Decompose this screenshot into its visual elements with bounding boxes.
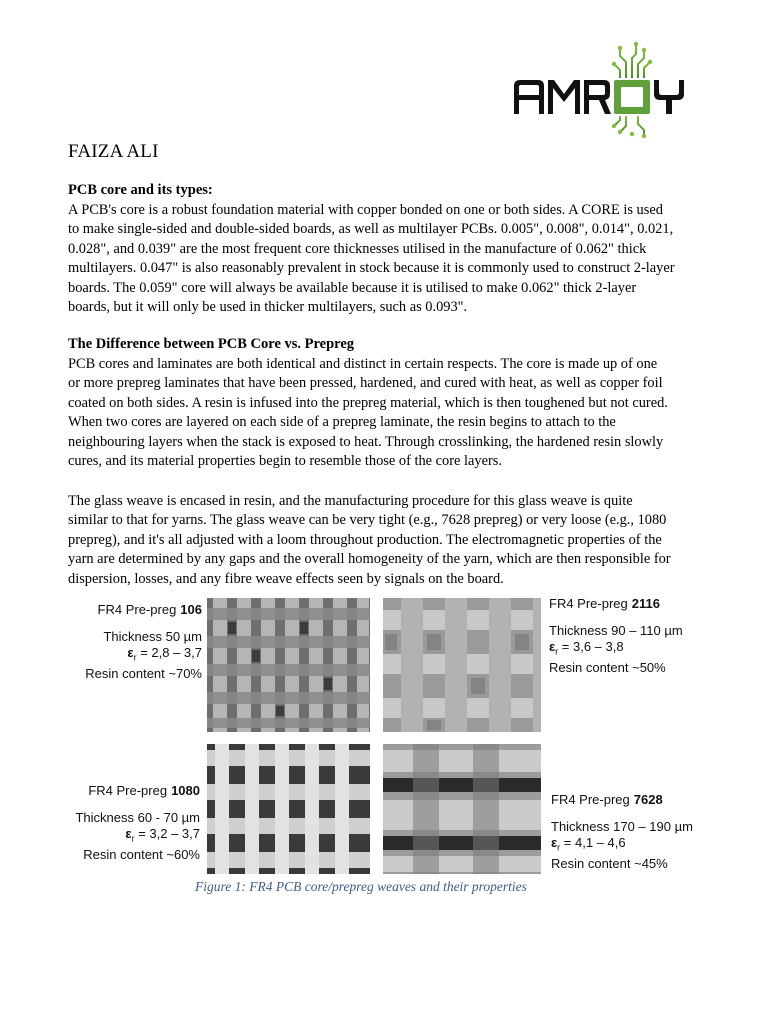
logo-text: AMROY — [508, 40, 512, 41]
text-line: multilayers. 0.047" is also reasonably prevalent in stock because it is commonly used to construct 2-layer — [68, 260, 675, 277]
panel-label-2116 — [549, 596, 719, 677]
section-heading-core: PCB core and its types: — [68, 182, 213, 198]
permittivity-text: $\varepsilon_r = 2,8 - 3,7$ — [127, 645, 202, 663]
author-name: FAIZA ALI — [68, 141, 159, 162]
thickness-text: Thickness 170 – 190 µm — [551, 818, 693, 834]
text-line: dispersion, losses, and any fibre weave effects seen by signals on the board. — [68, 570, 504, 587]
text-line: prepreg), and it's all adjusted with a loom throughout production. The electromagnetic properties of the — [68, 531, 662, 548]
text-line: yarn are determined by any gaps and the overall homogeneity of the yarn, which are then responsible for — [68, 551, 671, 568]
thickness-text: Thickness 50 µm — [103, 628, 202, 644]
text-line: neighbouring layers when the stack is exposed to heat. Through crosslinking, the hardened resin slowly — [68, 433, 664, 450]
paragraph-difference — [68, 355, 708, 471]
resin-content-text: Resin content ~50% — [549, 660, 666, 676]
panel-title: FR4 Pre-preg 2116 — [549, 596, 660, 611]
panel-title: FR4 Pre-preg 106 — [97, 602, 202, 617]
amroy-logo — [508, 40, 708, 140]
text-line: boards. The 0.059" core will always be available because it is utilised to make 0.062" thick 2-layer — [68, 279, 637, 296]
weave-image-1080 — [207, 744, 370, 874]
logo-letters — [514, 80, 684, 114]
weave-image-2116 — [383, 598, 541, 732]
panel-title: FR4 Pre-preg 1080 — [88, 783, 200, 798]
permittivity-text: $\varepsilon_r = 3,2 - 3,7$ — [125, 826, 200, 844]
section-heading-difference: The Difference between PCB Core vs. Prepreg — [68, 336, 355, 352]
resin-content-text: Resin content ~60% — [83, 847, 200, 863]
thickness-text: Thickness 60 - 70 µm — [75, 809, 200, 825]
thickness-text: Thickness 90 – 110 µm — [549, 622, 683, 638]
text-line: When two cores are layered on each side of a prepreg laminate, the resin begins to attach to the — [68, 414, 616, 431]
panel-label-7628 — [551, 792, 721, 873]
text-line: 0.028", and 0.039" are the most frequent core thicknesses utilised in the manufacture of 0.062" thick — [68, 240, 647, 257]
paragraph-glass-weave — [68, 492, 708, 589]
text-line: to make single-sided and double-sided boards, as well as multilayer PCBs. 0.005", 0.008", 0.014", 0.021, — [68, 221, 674, 238]
text-line: or more prepreg laminates that have been pressed, hardened, and cured with heat, as well as copper foil — [68, 375, 663, 392]
resin-content-text: Resin content ~70% — [85, 666, 202, 682]
permittivity-text: $\varepsilon_r = 3,6 - 3,8$ — [549, 639, 624, 657]
paragraph-core — [68, 201, 708, 317]
text-line: similar to that for yarns. The glass weave can be very tight (e.g., 7628 prepreg) or very loose (e.g., 1080 — [68, 512, 667, 529]
panel-label-106 — [72, 602, 202, 683]
weave-image-7628 — [383, 744, 541, 874]
text-line: cures, and its material properties begin to resemble those of the core layers. — [68, 453, 502, 470]
text-line: PCB cores and laminates are both identical and distinct in certain respects. The core is made up of one — [68, 356, 658, 372]
text-line: coated on both sides. A resin is infused into the prepreg material, which is then toughened but not cured. — [68, 394, 668, 411]
resin-content-text: Resin content ~45% — [551, 856, 668, 872]
permittivity-text: $\varepsilon_r = 4,1 - 4,6$ — [551, 835, 626, 853]
text-line: A PCB's core is a robust foundation material with copper bonded on one or both sides. A CORE is used — [68, 202, 663, 218]
text-line: The glass weave is encased in resin, and the manufacturing procedure for this glass weave is quite — [68, 493, 633, 509]
weave-image-106 — [207, 598, 370, 732]
figure-caption: Figure 1: FR4 PCB core/prepreg weaves and their properties — [195, 879, 527, 894]
text-line: boards, but it will only be used in thicker multilayers, such as 0.093". — [68, 299, 468, 316]
panel-title: FR4 Pre-preg 7628 — [551, 792, 663, 807]
panel-label-1080 — [60, 783, 200, 864]
